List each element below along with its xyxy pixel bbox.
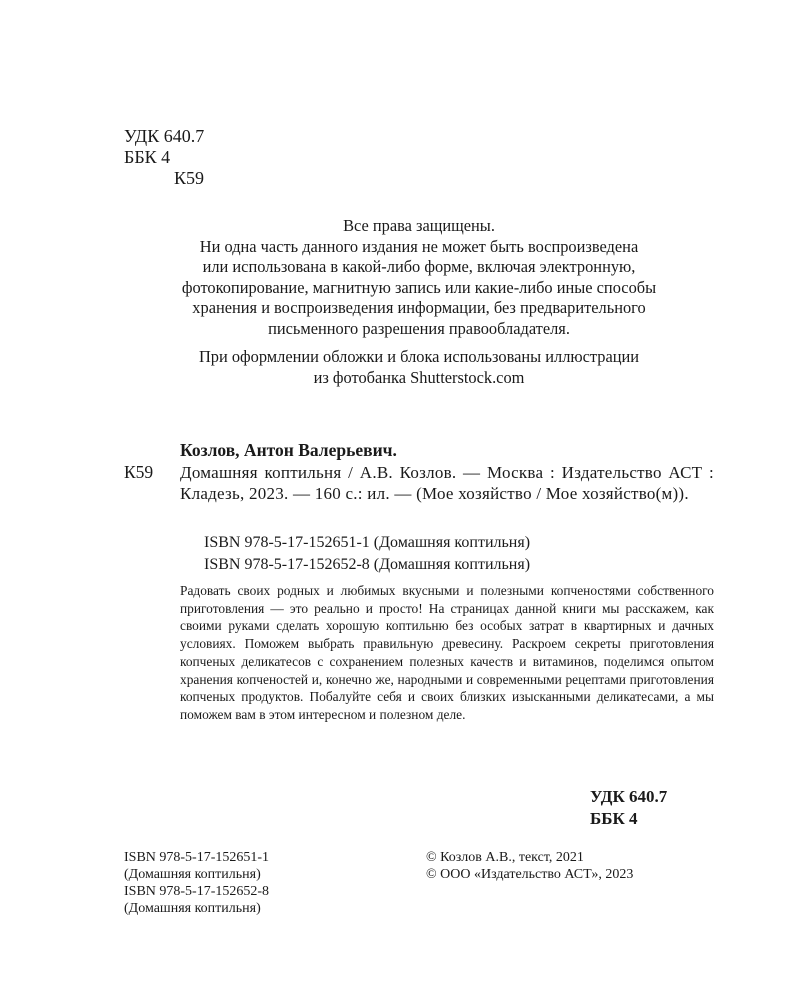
- footer-isbn: ISBN 978-5-17-152652-8: [124, 884, 270, 899]
- footer-isbn-block: [124, 849, 269, 917]
- author-mark: К59: [174, 168, 205, 188]
- udk-code: УДК 640.7: [124, 126, 205, 146]
- catalog-author-mark: К59: [124, 462, 154, 482]
- book-annotation: Радовать своих родных и любимых вкусными и полезными копченостями собственного приготовления — это реально и просто! На страницах данной книги мы расскажем, как своими руками сделать хорошую коптильню без особых затрат в квартирных и дачных условиях. Поможем выбрать правильную древесину. Раскроем секреты приготовления копченых деликатесов с сохранением полезных качеств и витаминов, поделимся опытом хранения копченостей и, конечно же, народными и современными рецептами приготовления копченых продуктов. Побалуйте себя и своих близких изысканными деликатесами, а мы поможем вам в этом интересном и полезном деле.: [180, 583, 714, 722]
- footer-isbn-title: (Домашняя коптильня): [124, 867, 261, 882]
- catalog-author: Козлов, Антон Валерьевич.: [180, 440, 397, 460]
- catalog-bbk: ББК 4: [590, 809, 638, 828]
- rights-line: Ни одна часть данного издания не может быть воспроизведена: [199, 236, 639, 256]
- rights-notice: [124, 216, 714, 388]
- catalog-isbn-list: [204, 532, 530, 576]
- illustrations-line: При оформлении обложки и блока использованы иллюстрации: [198, 347, 640, 366]
- rights-line: Все права защищены.: [343, 216, 495, 235]
- rights-line: фотокопирование, магнитную запись или какие-либо иные способы: [181, 277, 657, 297]
- catalog-udk: УДК 640.7: [590, 787, 668, 806]
- footer-isbn-title: (Домашняя коптильня): [124, 901, 261, 916]
- footer-isbn: ISBN 978-5-17-152651-1: [124, 850, 270, 865]
- rights-line: письменного разрешения правообладателя.: [268, 318, 570, 338]
- bbk-code: ББК 4: [124, 147, 171, 167]
- catalog-classification: [590, 786, 714, 830]
- copyright-text-author: © Козлов А.В., текст, 2021: [426, 850, 584, 865]
- rights-line: хранения и воспроизведения информации, без предварительного: [192, 298, 646, 317]
- catalog-description: Домашняя коптильня / А.В. Козлов. — Москва : Издательство АСТ : Кладезь, 2023. — 160 с.: ил. — (Мое хозяйство / Мое хозяйство(м)).: [180, 463, 714, 503]
- rights-line: или использована в какой-либо форме, включая электронную,: [202, 257, 636, 276]
- classification-block: [124, 126, 204, 189]
- catalog-isbn: ISBN 978-5-17-152652-8 (Домашняя коптильня): [204, 556, 531, 573]
- copyright-block: [426, 849, 633, 883]
- copyright-publisher: © ООО «Издательство АСТ», 2023: [426, 867, 634, 882]
- illustrations-line: из фотобанка Shutterstock.com: [313, 367, 525, 387]
- catalog-isbn: ISBN 978-5-17-152651-1 (Домашняя коптильня): [204, 534, 531, 551]
